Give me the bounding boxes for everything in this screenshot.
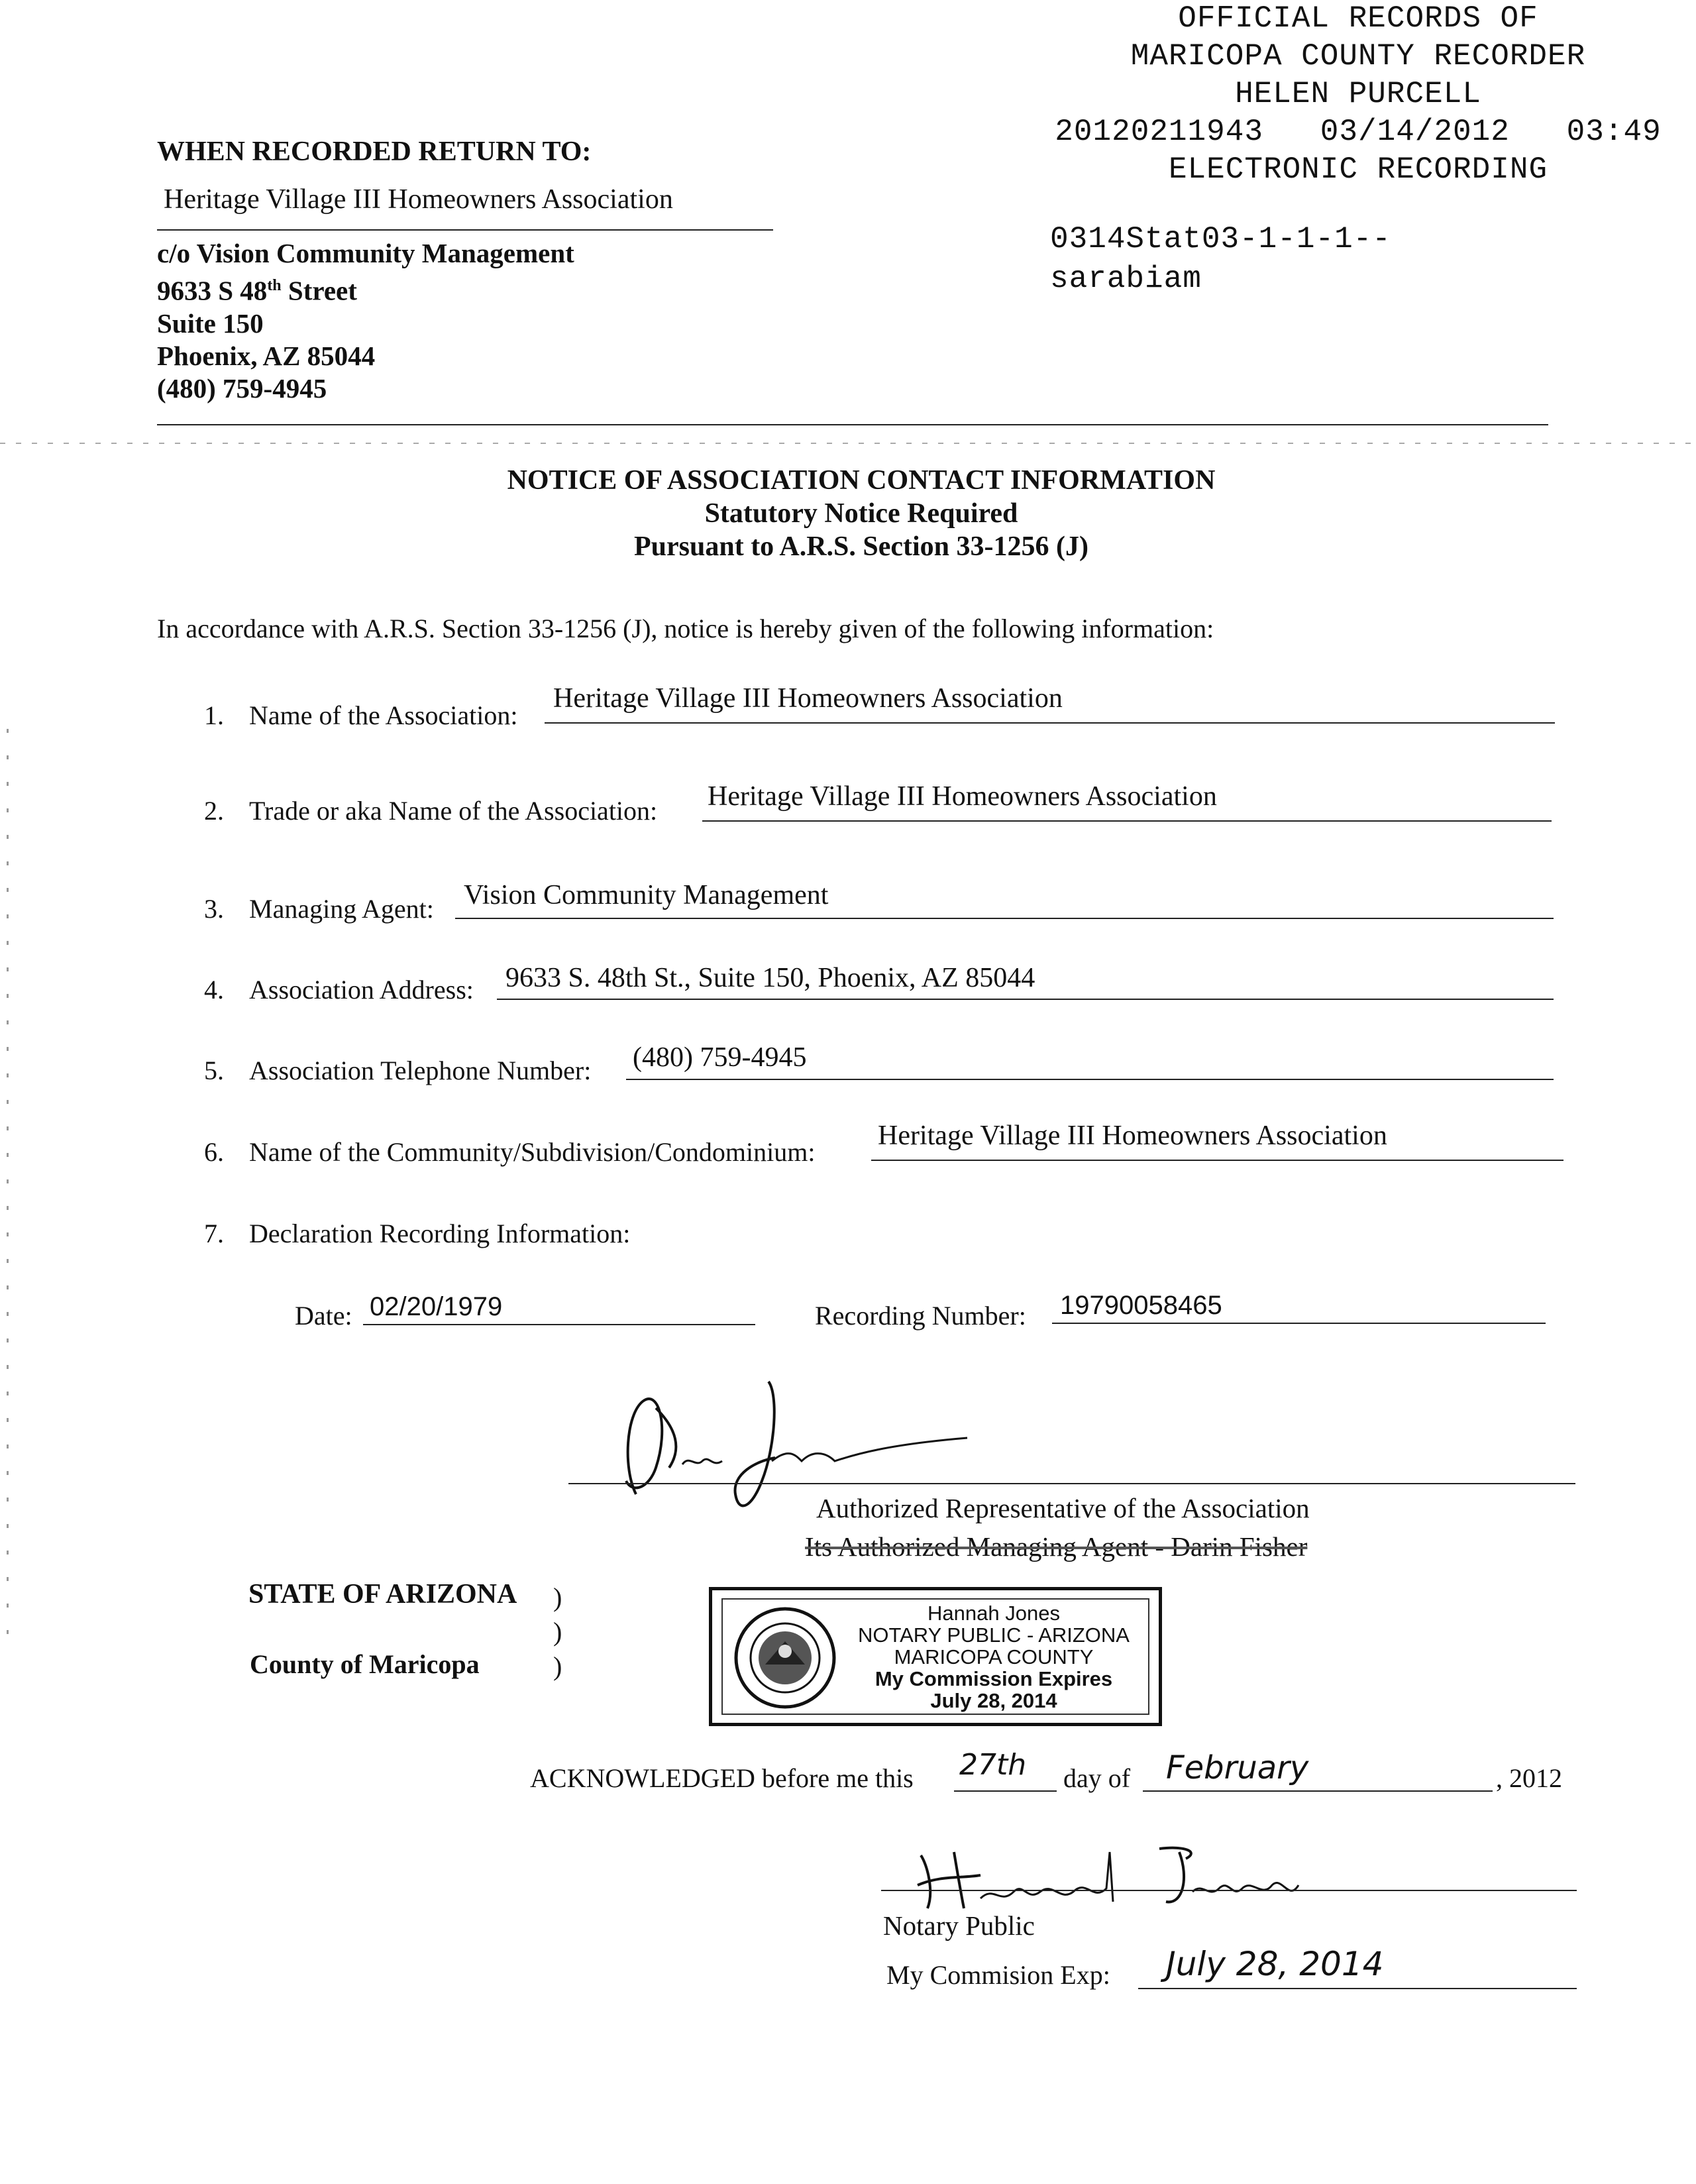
item-number: 6.	[204, 1137, 224, 1167]
item-label: Managing Agent:	[249, 894, 434, 924]
item-label: Trade or aka Name of the Association:	[249, 796, 658, 826]
commission-exp-label: My Commision Exp:	[886, 1960, 1110, 1990]
item-underline	[497, 999, 1554, 1000]
recording-number-value: 19790058465	[1060, 1291, 1222, 1320]
return-to-heading: WHEN RECORDED RETURN TO:	[157, 136, 592, 167]
fee-number: 20120211943	[1055, 115, 1263, 149]
item-underline	[455, 918, 1554, 919]
commission-exp-underline	[1138, 1988, 1577, 1989]
header-divider	[157, 424, 1548, 425]
return-to-address	[157, 237, 574, 405]
item-number: 7.	[204, 1219, 224, 1248]
recording-number-underline	[1052, 1323, 1546, 1324]
item-label: Association Telephone Number:	[249, 1056, 592, 1085]
item-number: 5.	[204, 1056, 224, 1085]
declaration-date-label: Date:	[295, 1301, 352, 1331]
item-underline	[545, 722, 1555, 724]
acknowledgement-year: , 2012	[1496, 1763, 1562, 1793]
county-venue: County of Maricopa	[250, 1649, 480, 1679]
notice-intro: In accordance with A.R.S. Section 33-1256 (J), notice is hereby given of the following information:	[157, 614, 1214, 643]
item-underline	[626, 1079, 1554, 1080]
item-value: (480) 759-4945	[633, 1042, 807, 1073]
acknowledgement-month-underline	[1143, 1790, 1493, 1792]
venue-parens: ) ) )	[553, 1582, 562, 1681]
seal-text	[838, 1602, 1149, 1712]
seal-expires-label: My Commission Expires	[874, 1667, 1113, 1690]
item-number: 3.	[204, 894, 224, 924]
recording-number-label: Recording Number:	[815, 1301, 1026, 1331]
scan-fold-line	[0, 443, 1696, 444]
item-number: 1.	[204, 700, 224, 730]
declaration-date-underline	[363, 1324, 755, 1325]
clerk-id: sarabiam	[1050, 262, 1202, 296]
representative-signature-line	[568, 1483, 1575, 1484]
managing-agent-name: Its Authorized Managing Agent - Darin Fisher	[805, 1531, 1308, 1562]
notary-signature-line	[881, 1890, 1577, 1891]
acknowledgement-day: 27th	[959, 1748, 1027, 1782]
phone: (480) 759-4945	[157, 372, 327, 404]
seal-expires-date: July 28, 2014	[930, 1689, 1057, 1712]
acknowledgement-month: February	[1166, 1749, 1309, 1786]
return-to-underline	[157, 229, 773, 231]
seal-county: MARICOPA COUNTY	[894, 1645, 1094, 1668]
suite: Suite 150	[157, 307, 264, 339]
commission-exp-value: July 28, 2014	[1166, 1945, 1384, 1983]
recording-time: 03:49	[1566, 115, 1662, 149]
recorder-line-1: OFFICIAL RECORDS OF	[1178, 1, 1538, 36]
recorder-line-2: MARICOPA COUNTY RECORDER	[1130, 39, 1586, 74]
notice-title: NOTICE OF ASSOCIATION CONTACT INFORMATION	[507, 465, 1216, 496]
notary-seal	[709, 1587, 1162, 1726]
acknowledgement-prefix: ACKNOWLEDGED before me this	[530, 1763, 914, 1793]
notice-title-block	[0, 464, 1696, 563]
recorder-line-5: ELECTRONIC RECORDING	[1168, 152, 1548, 187]
item-label: Association Address:	[249, 975, 474, 1005]
item-underline	[871, 1160, 1564, 1161]
declaration-date-value: 02/20/1979	[370, 1292, 503, 1321]
city-state-zip: Phoenix, AZ 85044	[157, 340, 376, 371]
seal-title: NOTARY PUBLIC - ARIZONA	[858, 1623, 1130, 1647]
state-venue: STATE OF ARIZONA	[248, 1579, 517, 1610]
item-label: Name of the Community/Subdivision/Condominium:	[249, 1137, 816, 1167]
item-value: Heritage Village III Homeowners Association	[708, 781, 1217, 812]
item-label: Declaration Recording Information:	[249, 1219, 631, 1248]
street: 9633 S 48th Street	[157, 275, 357, 306]
notice-subtitle-2: Pursuant to A.R.S. Section 33-1256 (J)	[633, 531, 1088, 562]
item-underline	[702, 820, 1552, 822]
recorder-line-3: HELEN PURCELL	[1235, 77, 1481, 111]
scan-edge-dots	[7, 729, 9, 1657]
recording-date: 03/14/2012	[1320, 115, 1510, 149]
return-to-association: Heritage Village III Homeowners Association	[164, 184, 673, 215]
item-value: Vision Community Management	[464, 880, 829, 910]
item-value: Heritage Village III Homeowners Association	[553, 683, 1063, 714]
state-seal-icon	[732, 1605, 838, 1711]
notary-signature	[908, 1839, 1318, 1918]
item-number: 2.	[204, 796, 224, 826]
item-number: 4.	[204, 975, 224, 1005]
representative-title: Authorized Representative of the Association	[816, 1493, 1310, 1523]
recorder-stamp	[1034, 0, 1683, 189]
item-value: 9633 S. 48th St., Suite 150, Phoenix, AZ 85044	[505, 963, 1035, 993]
item-value: Heritage Village III Homeowners Association	[878, 1120, 1387, 1151]
item-label: Name of the Association:	[249, 700, 518, 730]
care-of: c/o Vision Community Management	[157, 238, 574, 268]
acknowledgement-day-of: day of	[1063, 1763, 1131, 1793]
seal-notary-name: Hannah Jones	[928, 1602, 1060, 1625]
notary-public-label: Notary Public	[883, 1910, 1035, 1941]
notice-subtitle-1: Statutory Notice Required	[704, 498, 1018, 529]
acknowledgement-day-underline	[954, 1790, 1057, 1792]
batch-code: 0314Stat03-1-1-1--	[1050, 222, 1391, 256]
recorder-line-4	[1034, 113, 1683, 151]
